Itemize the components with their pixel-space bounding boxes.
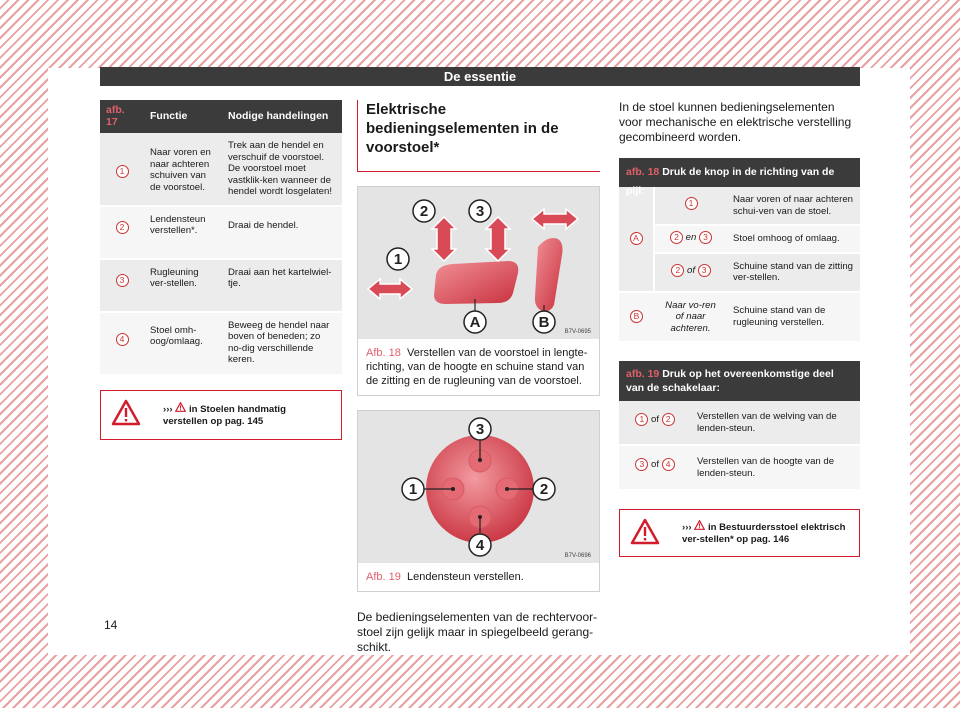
table-header-fig: afb. 19 bbox=[626, 368, 660, 380]
figure-label: Afb. 18 bbox=[366, 347, 401, 359]
table-header-text: Druk op het overeenkomstige deel van de schakelaar: bbox=[626, 368, 834, 394]
warning-triangle-icon bbox=[630, 518, 682, 549]
figure-label: Afb. 19 bbox=[366, 571, 401, 583]
action-cell: Trek aan de hendel en verschuif de voorstoel. De voorstoel moet vastklik-ken wanneer de hendel wordt losgelaten! bbox=[222, 133, 342, 206]
conjunction: of bbox=[650, 459, 659, 471]
warning-small-icon bbox=[175, 402, 186, 412]
table-row bbox=[619, 401, 860, 445]
callout-number: 2 bbox=[662, 413, 675, 426]
figure-18-image bbox=[358, 187, 599, 339]
table-row bbox=[100, 133, 342, 206]
reference-arrows: ››› bbox=[163, 403, 173, 415]
column-middle bbox=[357, 100, 600, 655]
conjunction: en bbox=[685, 232, 697, 244]
callout-number: 1 bbox=[635, 413, 648, 426]
callout-number: 3 bbox=[116, 274, 129, 287]
action-cell: Draai aan het kartelwiel-tje. bbox=[222, 259, 342, 312]
action-cell: Verstellen van de welving van de lenden-steun. bbox=[691, 401, 860, 445]
action-cell: Schuine stand van de zitting ver-stellen. bbox=[727, 253, 860, 292]
callout-number: 3 bbox=[698, 264, 711, 277]
function-cell: Lendensteun verstellen*. bbox=[144, 206, 222, 259]
warning-reference-link[interactable]: in Bestuurdersstoel elektrisch ver-stellen* op pag. 146 bbox=[682, 522, 846, 545]
backrest-control-b bbox=[535, 238, 563, 311]
callout-number: 2 bbox=[670, 231, 683, 244]
figure-19-caption bbox=[358, 563, 599, 591]
figure-18-caption bbox=[358, 339, 599, 395]
arrow-vertical-2 bbox=[432, 217, 456, 261]
action-cell: Stoel omhoog of omlaag. bbox=[727, 225, 860, 253]
function-cell: Rugleuning ver-stellen. bbox=[144, 259, 222, 312]
figure-19 bbox=[357, 410, 600, 592]
section-header: De essentie bbox=[100, 67, 860, 86]
intro-text: In de stoel kunnen bedieningselementen voor mechanische en elektrische verstelling gecombineerd worden. bbox=[619, 100, 852, 144]
callout-number: 3 bbox=[699, 231, 712, 244]
callout-1: 1 bbox=[393, 251, 403, 268]
warning-triangle-icon bbox=[111, 399, 163, 430]
table-19-header bbox=[619, 361, 860, 401]
table-header-text: Druk de knop in de richting van de pijl: bbox=[626, 166, 835, 197]
figure-18 bbox=[357, 186, 600, 396]
body-text: De bedieningselementen van de rechtervoor-stoel zijn gelijk maar in spiegelbeeld gerang-schikt. bbox=[357, 610, 598, 654]
action-cell: Draai de hendel. bbox=[222, 206, 342, 259]
callout-a: A bbox=[469, 314, 481, 331]
switch-table bbox=[619, 401, 860, 491]
callout-1: 1 bbox=[408, 481, 418, 498]
callout-2: 2 bbox=[419, 203, 429, 220]
arrow-vertical-3 bbox=[486, 217, 510, 261]
figure-19-image bbox=[358, 411, 599, 563]
callout-3: 3 bbox=[475, 421, 485, 438]
arrow-horizontal-right bbox=[532, 209, 578, 229]
button-table bbox=[619, 187, 860, 343]
callout-number: 2 bbox=[671, 264, 684, 277]
figure-code: B7V-0696 bbox=[564, 553, 591, 559]
callout-number: 1 bbox=[685, 197, 698, 210]
action-cell: Schuine stand van de rugleuning verstellen. bbox=[727, 292, 860, 343]
callout-3: 3 bbox=[475, 203, 485, 220]
table-header-actions: Nodige handelingen bbox=[222, 100, 342, 133]
seat-control-a bbox=[434, 261, 518, 304]
column-right bbox=[619, 100, 860, 557]
table-row bbox=[100, 259, 342, 312]
figure-code: B7V-0695 bbox=[564, 329, 591, 335]
arrow-horizontal-left bbox=[368, 279, 412, 299]
warning-box bbox=[619, 509, 860, 557]
table-18-header bbox=[619, 158, 860, 197]
table-row bbox=[100, 312, 342, 375]
key-cell: Naar vo-ren of naar achteren. bbox=[654, 292, 727, 343]
caption-text: Verstellen van de voorstoel in lengte-richting, van de hoogte en schuine stand van de zitting en de rugleuning van de voorstoel. bbox=[366, 347, 588, 387]
table-row bbox=[100, 206, 342, 259]
page-number: 14 bbox=[104, 618, 118, 632]
callout-number: 2 bbox=[116, 221, 129, 234]
table-row bbox=[619, 445, 860, 490]
action-cell: Naar voren of naar achteren schui-ven van de stoel. bbox=[727, 187, 860, 225]
caption-text: Lendensteun verstellen. bbox=[406, 571, 524, 583]
function-cell: Stoel omh-oog/omlaag. bbox=[144, 312, 222, 375]
callout-b: B bbox=[538, 314, 550, 331]
callout-number: 1 bbox=[116, 165, 129, 178]
function-table bbox=[100, 100, 342, 376]
warning-box bbox=[100, 390, 342, 440]
callout-number: 4 bbox=[116, 333, 129, 346]
conjunction: of bbox=[686, 264, 695, 276]
conjunction: of bbox=[650, 414, 659, 426]
callout-2: 2 bbox=[539, 481, 549, 498]
table-header-function: Functie bbox=[144, 100, 222, 133]
callout-number: 4 bbox=[662, 458, 675, 471]
column-left bbox=[100, 100, 342, 440]
warning-small-icon bbox=[694, 520, 705, 530]
action-cell: Verstellen van de hoogte van de lenden-steun. bbox=[691, 445, 860, 490]
warning-reference-link[interactable]: in Stoelen handmatig verstellen op pag. 145 bbox=[163, 403, 286, 427]
group-label-a: A bbox=[630, 232, 643, 245]
section-title: Elektrische bedieningselementen in de voorstoel* bbox=[357, 100, 600, 172]
function-cell: Naar voren en naar achteren schuiven van de voorstoel. bbox=[144, 133, 222, 206]
action-cell: Beweeg de hendel naar boven of beneden; zo no-dig verschillende keren. bbox=[222, 312, 342, 375]
group-label-b: B bbox=[630, 310, 643, 323]
callout-number: 3 bbox=[635, 458, 648, 471]
table-header-fig: afb. 17 bbox=[100, 100, 144, 133]
callout-4: 4 bbox=[475, 537, 485, 554]
table-header-fig: afb. 18 bbox=[626, 166, 660, 178]
reference-arrows: ››› bbox=[682, 522, 692, 533]
